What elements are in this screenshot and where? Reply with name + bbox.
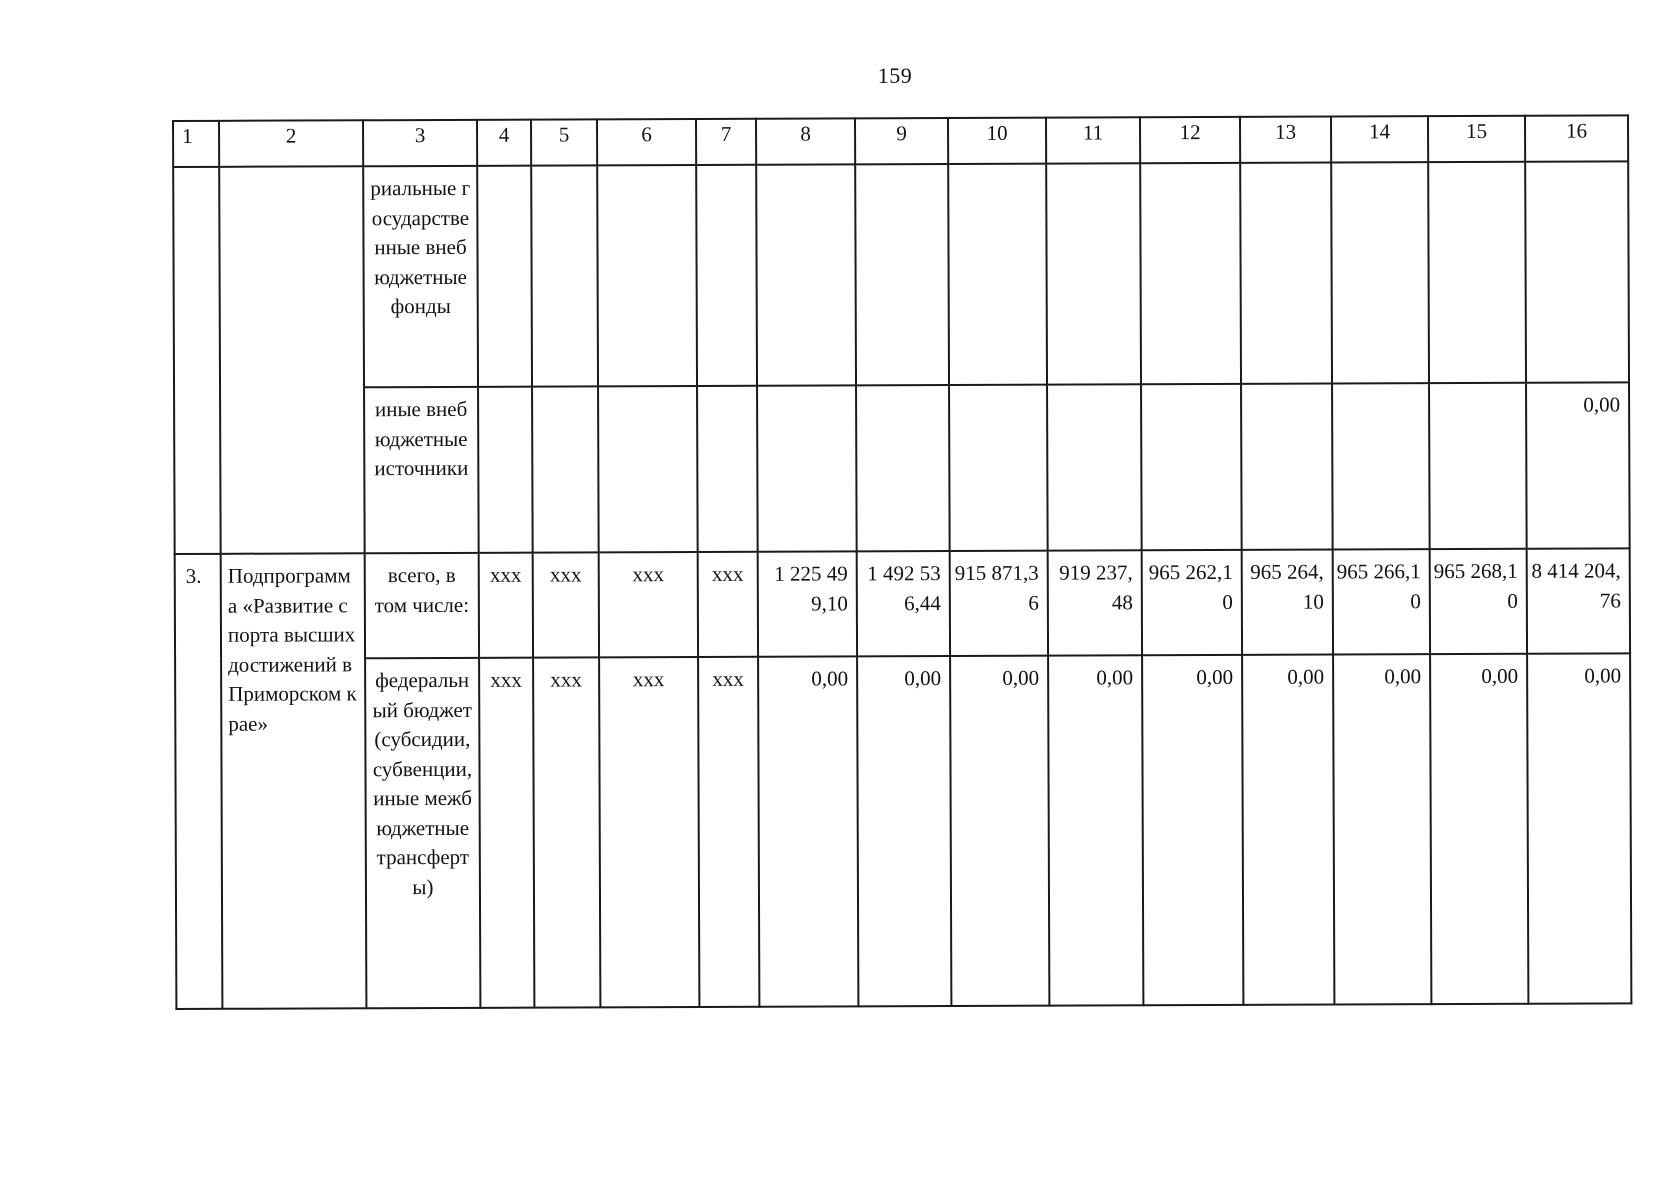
cell-value: xxx	[632, 562, 665, 587]
amount-cell	[758, 656, 858, 1006]
amount-cell	[857, 656, 951, 1006]
table-cell	[479, 553, 533, 658]
column-header: 15	[1428, 116, 1525, 162]
table-cell	[219, 166, 364, 554]
column-header: 5	[531, 119, 597, 165]
column-header: 10	[948, 118, 1046, 164]
cell-value: xxx	[632, 667, 665, 692]
cell-value: xxx	[712, 666, 744, 691]
amount-value: 0,00	[811, 666, 849, 691]
amount-cell	[1333, 549, 1430, 654]
amount-value: 965 266,10	[1336, 559, 1421, 613]
amount-value: 1 225 499,10	[774, 561, 848, 616]
amount-value: 0,00	[1481, 663, 1519, 688]
column-header: 4	[477, 120, 531, 166]
funding-source-cell	[365, 658, 480, 1008]
amount-cell	[1333, 654, 1431, 1004]
table-cell	[597, 165, 697, 386]
amount-value: 1 492 536,44	[867, 561, 941, 615]
column-header: 11	[1046, 117, 1140, 163]
table-cell	[1525, 161, 1629, 382]
amount-cell	[857, 551, 950, 656]
table-cell	[1140, 163, 1241, 384]
funding-source-text: риальные государственные внебюджетные фонды	[370, 175, 471, 319]
column-header: 9	[855, 118, 948, 164]
amount-cell	[1430, 654, 1528, 1004]
cell-value: xxx	[490, 667, 522, 692]
table-cell	[1141, 384, 1242, 550]
column-header: 14	[1331, 116, 1428, 162]
cell-value: xxx	[549, 562, 582, 587]
amount-cell	[1527, 653, 1631, 1003]
amount-value: 0,00	[1002, 665, 1040, 690]
amount-value: 8 414 204,76	[1531, 558, 1621, 613]
amount-cell	[950, 656, 1049, 1006]
funding-source-cell	[363, 166, 478, 387]
total-value-cell	[1526, 382, 1630, 548]
amount-cell	[1430, 549, 1527, 654]
column-header: 1	[173, 121, 219, 167]
column-header: 7	[696, 119, 756, 165]
table-cell	[756, 164, 856, 385]
amount-value: 915 871,36	[954, 560, 1039, 615]
funding-source-cell	[365, 553, 479, 658]
table-cell	[855, 164, 949, 385]
table-row	[175, 548, 1630, 659]
funding-source-cell	[364, 387, 479, 553]
amount-cell	[950, 551, 1048, 656]
amount-cell	[1242, 550, 1333, 655]
table-cell	[598, 386, 698, 552]
table-cell	[696, 165, 757, 386]
table-cell	[531, 165, 598, 386]
amount-value: 965 264,10	[1250, 559, 1324, 614]
column-header: 2	[219, 120, 363, 167]
amount-value: 0,00	[1096, 665, 1134, 690]
table-cell	[1241, 384, 1333, 550]
amount-value: 0,00	[904, 666, 942, 691]
subprogram-name-cell	[221, 553, 367, 1009]
amount-value: 0,00	[1384, 664, 1422, 689]
table-cell	[948, 164, 1047, 385]
table-cell	[1332, 383, 1430, 549]
column-header: 13	[1240, 117, 1331, 163]
table-cell	[1331, 162, 1429, 383]
table-cell	[599, 657, 699, 1007]
table-cell	[1046, 163, 1141, 384]
column-header: 12	[1140, 117, 1240, 163]
table-cell	[1428, 162, 1526, 383]
column-header: 6	[597, 119, 696, 165]
table-cell	[533, 552, 599, 657]
page-number: 159	[877, 63, 913, 88]
table-cell	[697, 386, 758, 552]
row-index-cell	[175, 554, 223, 1009]
amount-cell	[1142, 550, 1242, 655]
table-cell	[1240, 163, 1332, 384]
table-row	[175, 653, 1631, 1009]
column-header: 16	[1525, 115, 1628, 161]
row-index: 3.	[185, 563, 202, 588]
table-row	[174, 382, 1630, 554]
table-cell	[599, 552, 698, 657]
column-header: 8	[756, 118, 855, 164]
total-value: 0,00	[1583, 392, 1621, 417]
amount-value: 0,00	[1584, 663, 1622, 688]
amount-cell	[1048, 655, 1143, 1005]
table-cell	[856, 385, 950, 551]
budget-table	[172, 114, 1632, 1010]
table-cell	[949, 385, 1048, 551]
cell-value: xxx	[711, 561, 744, 586]
table-cell	[757, 385, 857, 551]
funding-source-text: иные внебюджетные источники	[374, 396, 469, 481]
table-cell	[1047, 384, 1142, 550]
subprogram-name: Подпрограмма «Развитие спорта высших достижений в Приморском крае»	[227, 563, 357, 736]
amount-cell	[758, 551, 857, 656]
column-header: 3	[363, 120, 477, 166]
cell-value: xxx	[550, 667, 582, 692]
table-header-row	[173, 115, 1628, 167]
amount-value: 0,00	[1196, 664, 1234, 690]
amount-cell	[1527, 548, 1630, 653]
table-cell	[477, 166, 532, 387]
table-cell	[478, 387, 533, 553]
amount-cell	[1048, 550, 1142, 655]
table-row	[173, 161, 1629, 388]
table-cell	[533, 657, 600, 1007]
amount-cell	[1242, 655, 1334, 1005]
amount-value: 965 262,10	[1148, 559, 1233, 614]
amount-value: 0,00	[1287, 664, 1325, 689]
table-cell	[532, 386, 599, 552]
amount-cell	[1142, 655, 1243, 1005]
table-cell	[698, 657, 759, 1007]
funding-source-text: всего, в том числе:	[374, 562, 470, 617]
table-cell	[173, 167, 220, 554]
amount-value: 919 237,48	[1059, 560, 1133, 614]
funding-source-text: федеральный бюджет (субсидии, субвенции, иные межбюджетные трансферты)	[372, 667, 473, 899]
table-cell	[479, 658, 534, 1008]
table-cell	[1429, 383, 1527, 549]
table-cell	[698, 552, 758, 657]
amount-value: 965 268,10	[1433, 558, 1518, 613]
cell-value: xxx	[489, 562, 522, 587]
